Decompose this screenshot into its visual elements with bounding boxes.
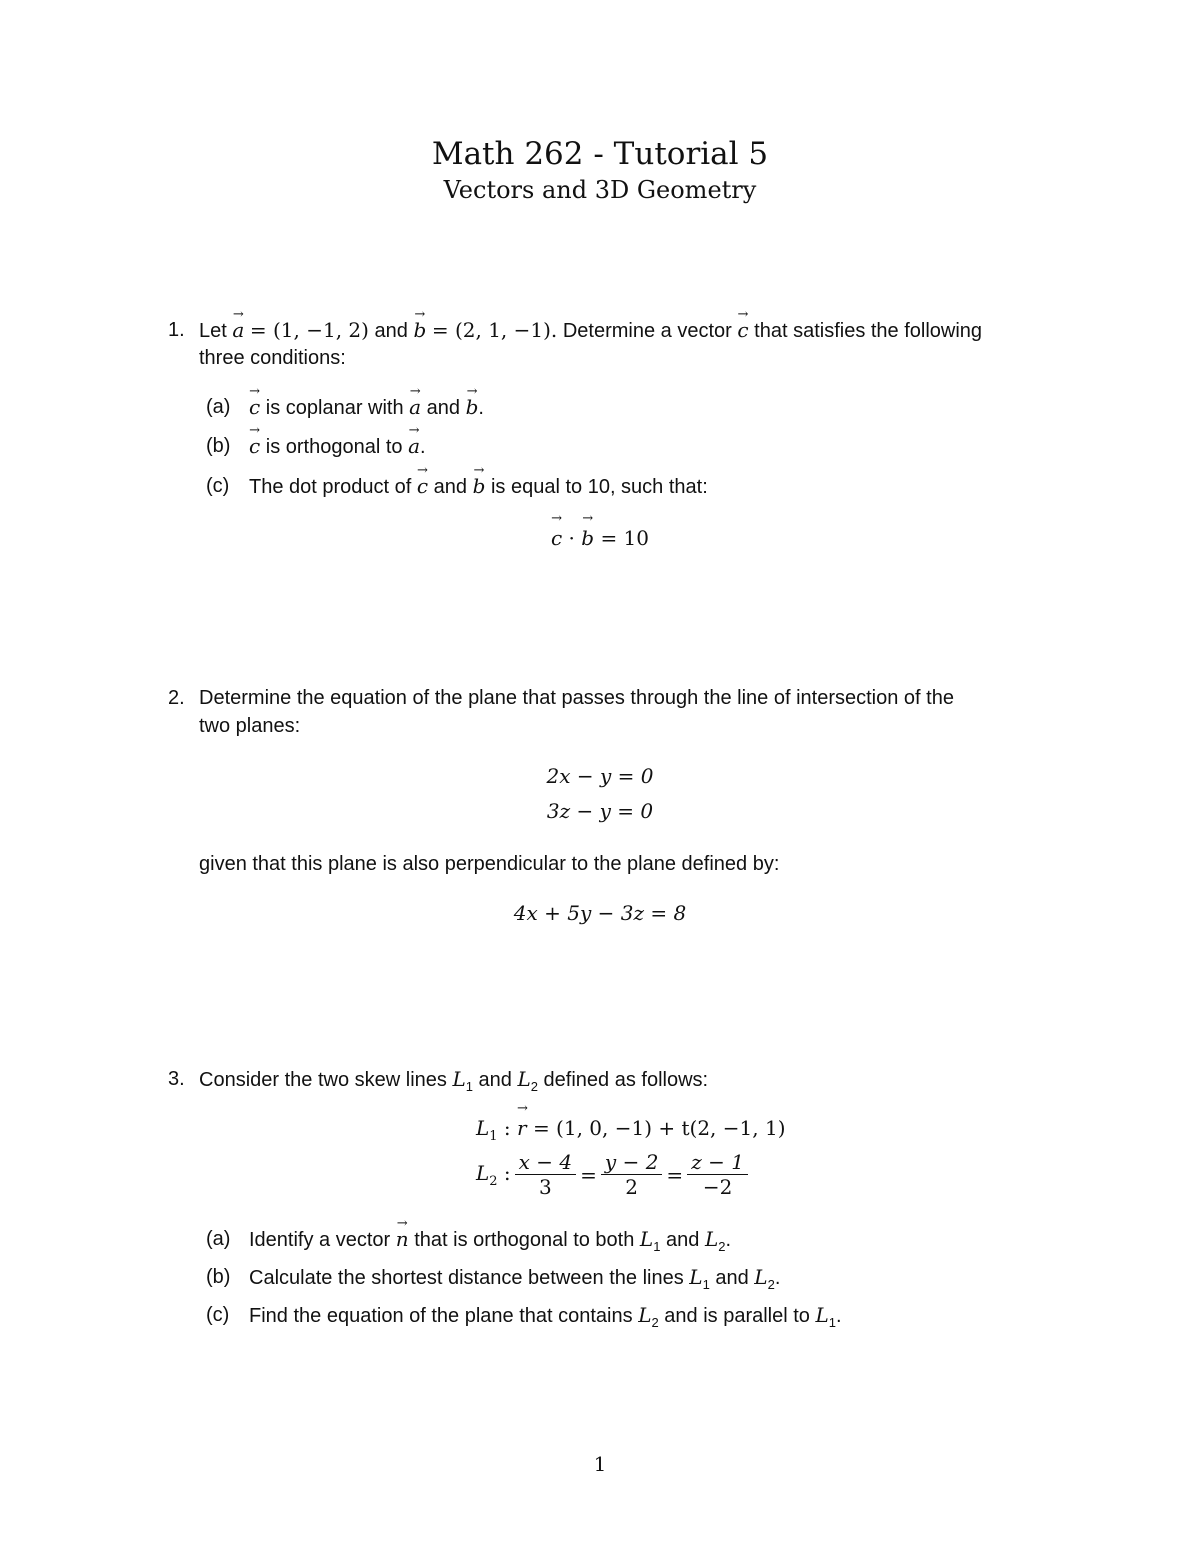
problem-3-number: 3.: [168, 1068, 185, 1090]
problem-1-statement: Let → a = (1, −1, 2) and → b = (2, 1, −1). Determine a vector → c that satisfies the following: [199, 316, 1079, 345]
L2-fraction-y: $\frac{y - 2}{2}$: [601, 1150, 663, 1199]
page-subtitle: Vectors and 3D Geometry: [443, 176, 757, 204]
problem-3a-text: Identify a vector → n that is orthogonal to both $L_1$ and $L_2$.: [249, 1225, 1079, 1261]
problem-3a-label: (a): [206, 1228, 231, 1250]
page-title: Math 262 - Tutorial 5: [431, 136, 769, 172]
line-L2-equation: $L_2$ : $\frac{x - 4}{3}$ = $\frac{y - 2}{2}$ = $\frac{z - 1}{-2}$: [476, 1150, 752, 1199]
problem-1-equation: → c · → b = 10: [0, 526, 1200, 550]
problem-1b-text: → c is orthogonal to → a.: [249, 432, 1079, 461]
problem-1c-label: (c): [206, 475, 230, 497]
problem-2-equation-3: 4x + 5y − 3z = 8: [513, 901, 687, 925]
problem-3c-label: (c): [206, 1304, 230, 1326]
problem-2-given: given that this plane is also perpendicular to the plane defined by:: [199, 853, 780, 875]
problem-2-equation-2: 3z − y = 0: [546, 799, 654, 823]
problem-2-number: 2.: [168, 687, 185, 709]
page-number: 1: [593, 1452, 607, 1476]
problem-1a-label: (a): [206, 396, 231, 418]
problem-1a-text: → c is coplanar with → a and → b.: [249, 393, 1079, 422]
L2-fraction-z: $\frac{z - 1}{-2}$: [687, 1150, 748, 1199]
problem-2-statement-line2: two planes:: [199, 715, 301, 737]
line-L1-equation: $L_1$ : → r = (1, 0, −1) + t(2, −1, 1): [476, 1116, 786, 1144]
problem-2-equation-1: 2x − y = 0: [546, 764, 654, 788]
problem-3b-text: Calculate the shortest distance between the lines $L_1$ and $L_2$.: [249, 1265, 781, 1292]
problem-1-statement-line2: three conditions:: [199, 347, 346, 369]
problem-1b-label: (b): [206, 435, 231, 457]
problem-2-statement: Determine the equation of the plane that passes through the line of intersection of the: [199, 687, 954, 709]
problem-3c-text: Find the equation of the plane that contains $L_2$ and is parallel to $L_1$.: [249, 1303, 842, 1330]
problem-1c-text: The dot product of → c and → b is equal to 10, such that:: [249, 472, 1079, 501]
L2-fraction-x: $\frac{x - 4}{3}$: [515, 1150, 576, 1199]
problem-1-number: 1.: [168, 319, 185, 341]
problem-3-statement: Consider the two skew lines $L_1$ and $L_2$ defined as follows:: [199, 1067, 709, 1094]
problem-3b-label: (b): [206, 1266, 231, 1288]
